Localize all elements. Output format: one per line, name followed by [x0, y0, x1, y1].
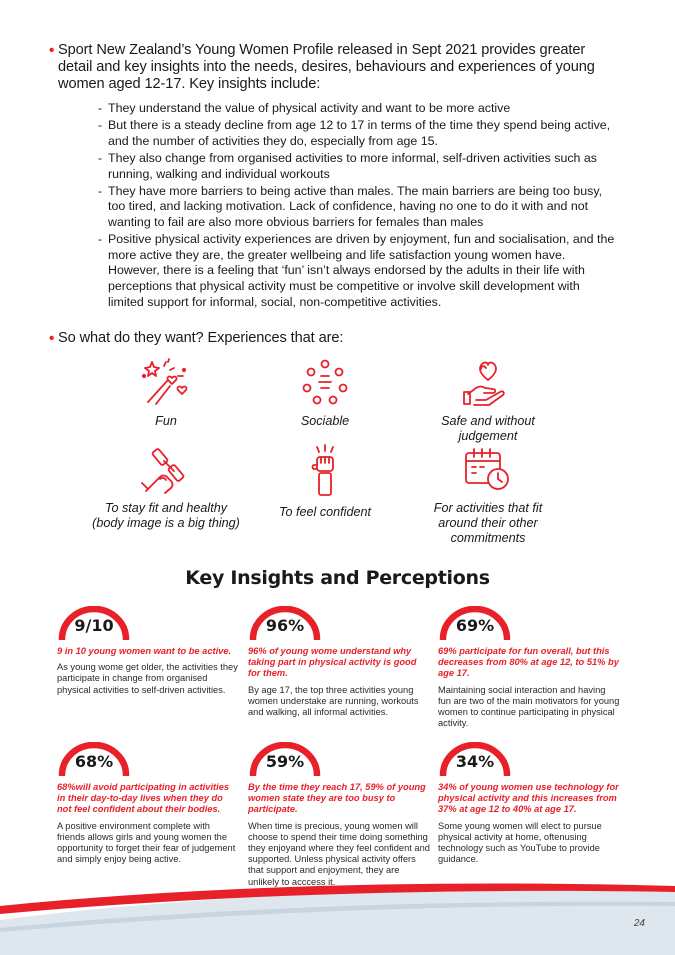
stat-value: 96% — [265, 616, 305, 635]
stat-body: Some young women will elect to pursue physical activity at home, oftenusing technology such as YouTube to provide guidance. — [438, 820, 602, 865]
stat-body: A positive environment complete with friends allows girls and young women the opportunity to forget their fear of judgement and simply enjoy being active. — [57, 820, 236, 865]
stat-body: By age 17, the top three activities young women understake are running, workouts and walking, all informal activities. — [248, 684, 419, 718]
experience-label: Sociable — [300, 414, 350, 428]
stat-value: 69% — [455, 616, 495, 635]
insight-item: - But there is a steady decline from age 12 to 17 in terms of the time they spend being active, and the number of activities they do, especially from age 15. — [98, 118, 611, 148]
stat-value: 34% — [455, 752, 495, 771]
experience-label: Safe and without judgement — [441, 414, 535, 443]
stat-gauge — [438, 606, 512, 640]
stat-highlight: 68%will avoid participating in activities in their day-to-day lives when they do not feel confident about their bodies. — [57, 782, 230, 815]
wants-heading: So what do they want? Experiences that are: — [58, 330, 344, 346]
stat-gauge — [57, 742, 131, 776]
intro-bullet — [49, 42, 618, 92]
experience-label: For activities that fit around their other commitments — [433, 501, 543, 545]
experience-label: Fun — [155, 414, 177, 428]
experience-label: To feel confident — [279, 505, 371, 519]
stat-highlight: 96% of young wome understand why taking part in physical activity is good for them. — [248, 646, 417, 679]
bullet-dot: • — [49, 330, 55, 347]
stat-card — [57, 742, 239, 865]
stat-gauge — [57, 606, 131, 640]
stat-gauge — [438, 742, 512, 776]
insights-list — [98, 101, 618, 312]
section-title: Key Insights and Perceptions — [185, 567, 490, 589]
insight-item: - They have more barriers to being active than males. The main barriers are being too busy, too tired, and lacking motivation. Lack of confidence, having no one to do it with and not wanting to fail are also more obvious barriers for females than males — [98, 183, 603, 229]
experience-commitments — [413, 443, 563, 546]
stat-highlight: 34% of young women use technology for physical activity and this increases from 37% at age 12 to 40% at age 17. — [438, 782, 619, 815]
people-circle-icon — [297, 356, 353, 408]
experience-label: To stay fit and healthy (body image is a big thing) — [92, 501, 240, 530]
wants-bullet — [49, 330, 618, 347]
stat-value: 68% — [74, 752, 114, 771]
stat-body: Maintaining social interaction and having fun are two of the main motivators for young women to continue participating in physical activity. — [438, 684, 620, 729]
experience-safe — [413, 356, 563, 444]
hand-heart-icon — [460, 356, 516, 408]
stat-card — [248, 606, 430, 718]
experience-fit — [91, 443, 241, 531]
stat-gauge — [248, 742, 322, 776]
dumbbell-arm-icon — [138, 443, 194, 495]
experience-sociable — [250, 356, 400, 429]
stat-gauge — [248, 606, 322, 640]
stat-body: As young wome get older, the activities they participate in change from organised physical activities to self-driven activities. — [57, 662, 238, 695]
experience-fun — [91, 356, 241, 429]
stat-highlight: By the time they reach 17, 59% of young women state they are too busy to participate. — [248, 782, 426, 815]
stat-body: When time is precious, young women will choose to spend their time doing something they enjoyand where they feel confident and supported. Unless physical activity offers that support and enjoyment, they are unlikely to acccess it. — [248, 820, 430, 887]
stat-card — [438, 606, 620, 729]
stat-card — [438, 742, 620, 865]
fireworks-hearts-icon — [138, 356, 194, 408]
calendar-clock-icon — [460, 443, 516, 495]
bullet-dot: • — [49, 42, 55, 59]
stat-highlight: 69% participate for fun overall, but this decreases from 80% at age 12, to 51% by age 17. — [438, 646, 619, 679]
page-number: 24 — [633, 918, 645, 929]
experience-confident — [250, 443, 400, 520]
insight-item: - Positive physical activity experiences are driven by enjoyment, fun and socialisation, and the more active they are, the greater wellbeing and life satisfaction young women have. However, there is a feeling that ‘fun’ isn’t always endorsed by the adults in their life with perceptions that physical activity must be competitive or involve skill development with limited support for informal, social, non-competitive activities. — [98, 232, 615, 309]
insight-item: - They understand the value of physical activity and want to be more active — [98, 101, 511, 115]
stat-value: 59% — [265, 752, 305, 771]
stat-highlight: 9 in 10 young women want to be active. — [57, 646, 232, 656]
stat-value: 9/10 — [74, 616, 114, 635]
raised-fist-icon — [297, 443, 353, 499]
stat-card — [57, 606, 239, 696]
intro-paragraph: Sport New Zealand’s Young Women Profile released in Sept 2021 provides greater detail and key insights into the needs, desires, behaviours and experiences of young women aged 12-17. Key insights include: — [58, 42, 595, 92]
insight-item: - They also change from organised activities to more informal, self-driven activities such as running, walking and individual workouts — [98, 150, 597, 181]
stat-card — [248, 742, 430, 888]
footer-swoosh — [0, 880, 675, 955]
